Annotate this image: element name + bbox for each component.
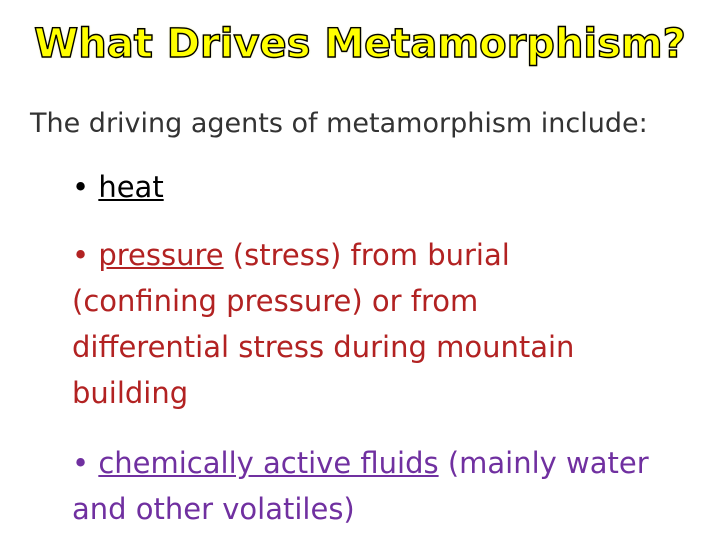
bullet-item-fluids (72, 440, 712, 532)
bullet-marker: • (72, 238, 90, 272)
bullet-item-heat (72, 164, 712, 210)
bullet-marker: • (72, 170, 99, 204)
bullet-line: differential stress during mountain (72, 330, 575, 364)
bullet-item-pressure (72, 232, 712, 416)
bullet-line: and other volatiles) (72, 492, 355, 526)
bullet-line: building (72, 376, 189, 410)
bullet-term: heat (98, 170, 164, 204)
bullet-term: chemically active fluids (98, 446, 439, 480)
bullet-term: pressure (98, 238, 224, 272)
bullet-first-line-rest: (stress) from burial (223, 238, 510, 272)
intro-text: The driving agents of metamorphism include: (30, 108, 648, 139)
bullet-line: (confining pressure) or from (72, 284, 479, 318)
slide-title: What Drives Metamorphism? (34, 21, 686, 67)
bullet-first-line (72, 232, 712, 278)
bullet-marker: • (72, 446, 90, 480)
bullet-first-line-rest: (mainly water (438, 446, 649, 480)
bullet-first-line (72, 440, 712, 486)
